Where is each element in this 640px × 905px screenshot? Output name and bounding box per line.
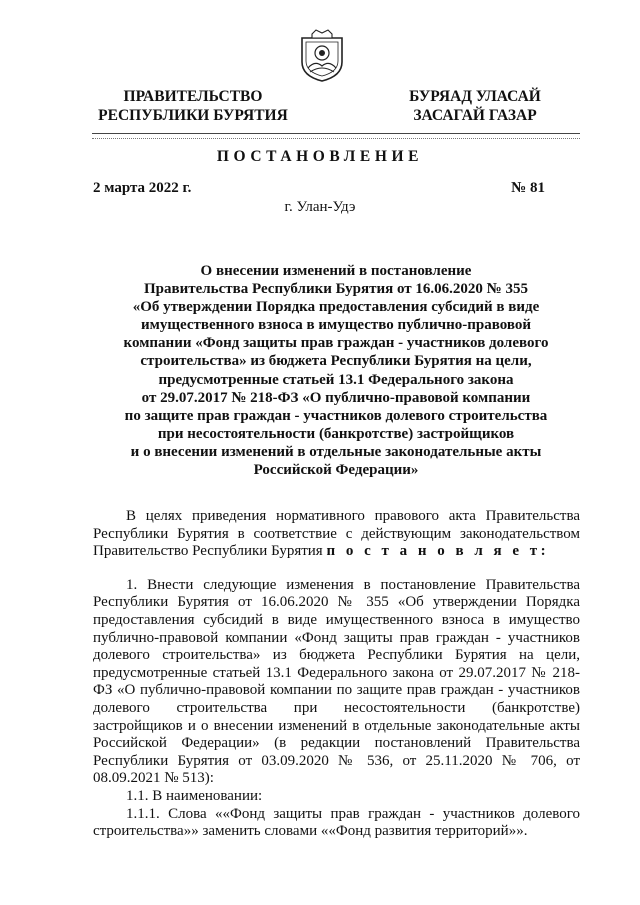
government-name-buryat-line1: БУРЯАД УЛАСАЙ [409, 88, 541, 105]
title-line: и о внесении изменений в отдельные законодательные акты [130, 443, 542, 460]
item-1-1-1-paragraph: 1.1.1. Слова ««Фонд защиты прав граждан - участников долевого строительства»» заменить словами ««Фонд развития территорий»». [93, 805, 580, 840]
document-body [93, 508, 580, 841]
document-date: 2 марта 2022 г. [93, 180, 192, 196]
title-line: Российской Федерации» [253, 462, 419, 479]
document-title [92, 262, 580, 479]
title-line: по защите прав граждан - участников долевого строительства [124, 407, 548, 424]
header-divider-dotted [92, 138, 580, 139]
title-line: компании «Фонд защиты прав граждан - участников долевого [123, 335, 549, 352]
government-name-line2: РЕСПУБЛИКИ БУРЯТИЯ [98, 107, 288, 124]
preamble-paragraph [93, 508, 580, 561]
title-line: предусмотренные статьей 13.1 Федерального закона [158, 371, 514, 388]
decree-word: п о с т а н о в л я е т: [326, 543, 550, 560]
item-1-paragraph: 1. Внести следующие изменения в постановление Правительства Республики Бурятия от 16.06.2020 № 355 «Об утверждении Порядка предоставления субсидий в виде имущественного взноса в имущество публично-правовой компании «Фонд защиты прав граждан - участников долевого строительства» из бюджета Республики Бурятия на цели, предусмотренные статьей 13.1 Федерального закона от 29.07.2017 № 218-ФЗ «О публично-правовой компании по защите прав граждан - участников долевого строительства при несостоятельности (банкротстве) застройщиков и о внесении изменений в отдельные законодательные акты Российской Федерации» (в редакции постановлений Правительства Республики Бурятия от 03.09.2020 № 536, от 25.11.2020 № 706, от 08.09.2021 № 513): [93, 576, 580, 787]
document-number: № 81 [511, 180, 545, 196]
header-divider [92, 133, 580, 134]
title-line: О внесении изменений в постановление [200, 263, 472, 279]
document-type: ПОСТАНОВЛЕНИЕ [216, 148, 424, 165]
government-name-buryat-line2: ЗАСАГАЙ ГАЗАР [413, 107, 537, 124]
title-line: от 29.07.2017 № 218-ФЗ «О публично-правовой компании [141, 389, 531, 406]
title-line: строительства» из бюджета Республики Бурятия на цели, [140, 353, 532, 370]
title-line: при несостоятельности (банкротстве) застройщиков [157, 425, 515, 442]
government-name-buryat [395, 87, 555, 125]
government-name-line1: ПРАВИТЕЛЬСТВО [123, 88, 263, 105]
coat-of-arms-emblem [298, 28, 346, 82]
title-line: Правительства Республики Бурятия от 16.06.2020 № 355 [143, 281, 528, 298]
item-1-1-paragraph: 1.1. В наименовании: [126, 787, 263, 804]
preamble-text: В целях приведения нормативного правового акта Правительства Республики Бурятия в соответствие с действующим законодательством Правительство Республики Бурятия [93, 508, 580, 560]
title-line: имущественного взноса в имущество публично-правовой [141, 317, 531, 334]
title-line: «Об утверждении Порядка предоставления субсидий в виде [132, 299, 540, 316]
document-city: г. Улан-Удэ [284, 199, 356, 215]
government-name-russian [88, 87, 298, 125]
